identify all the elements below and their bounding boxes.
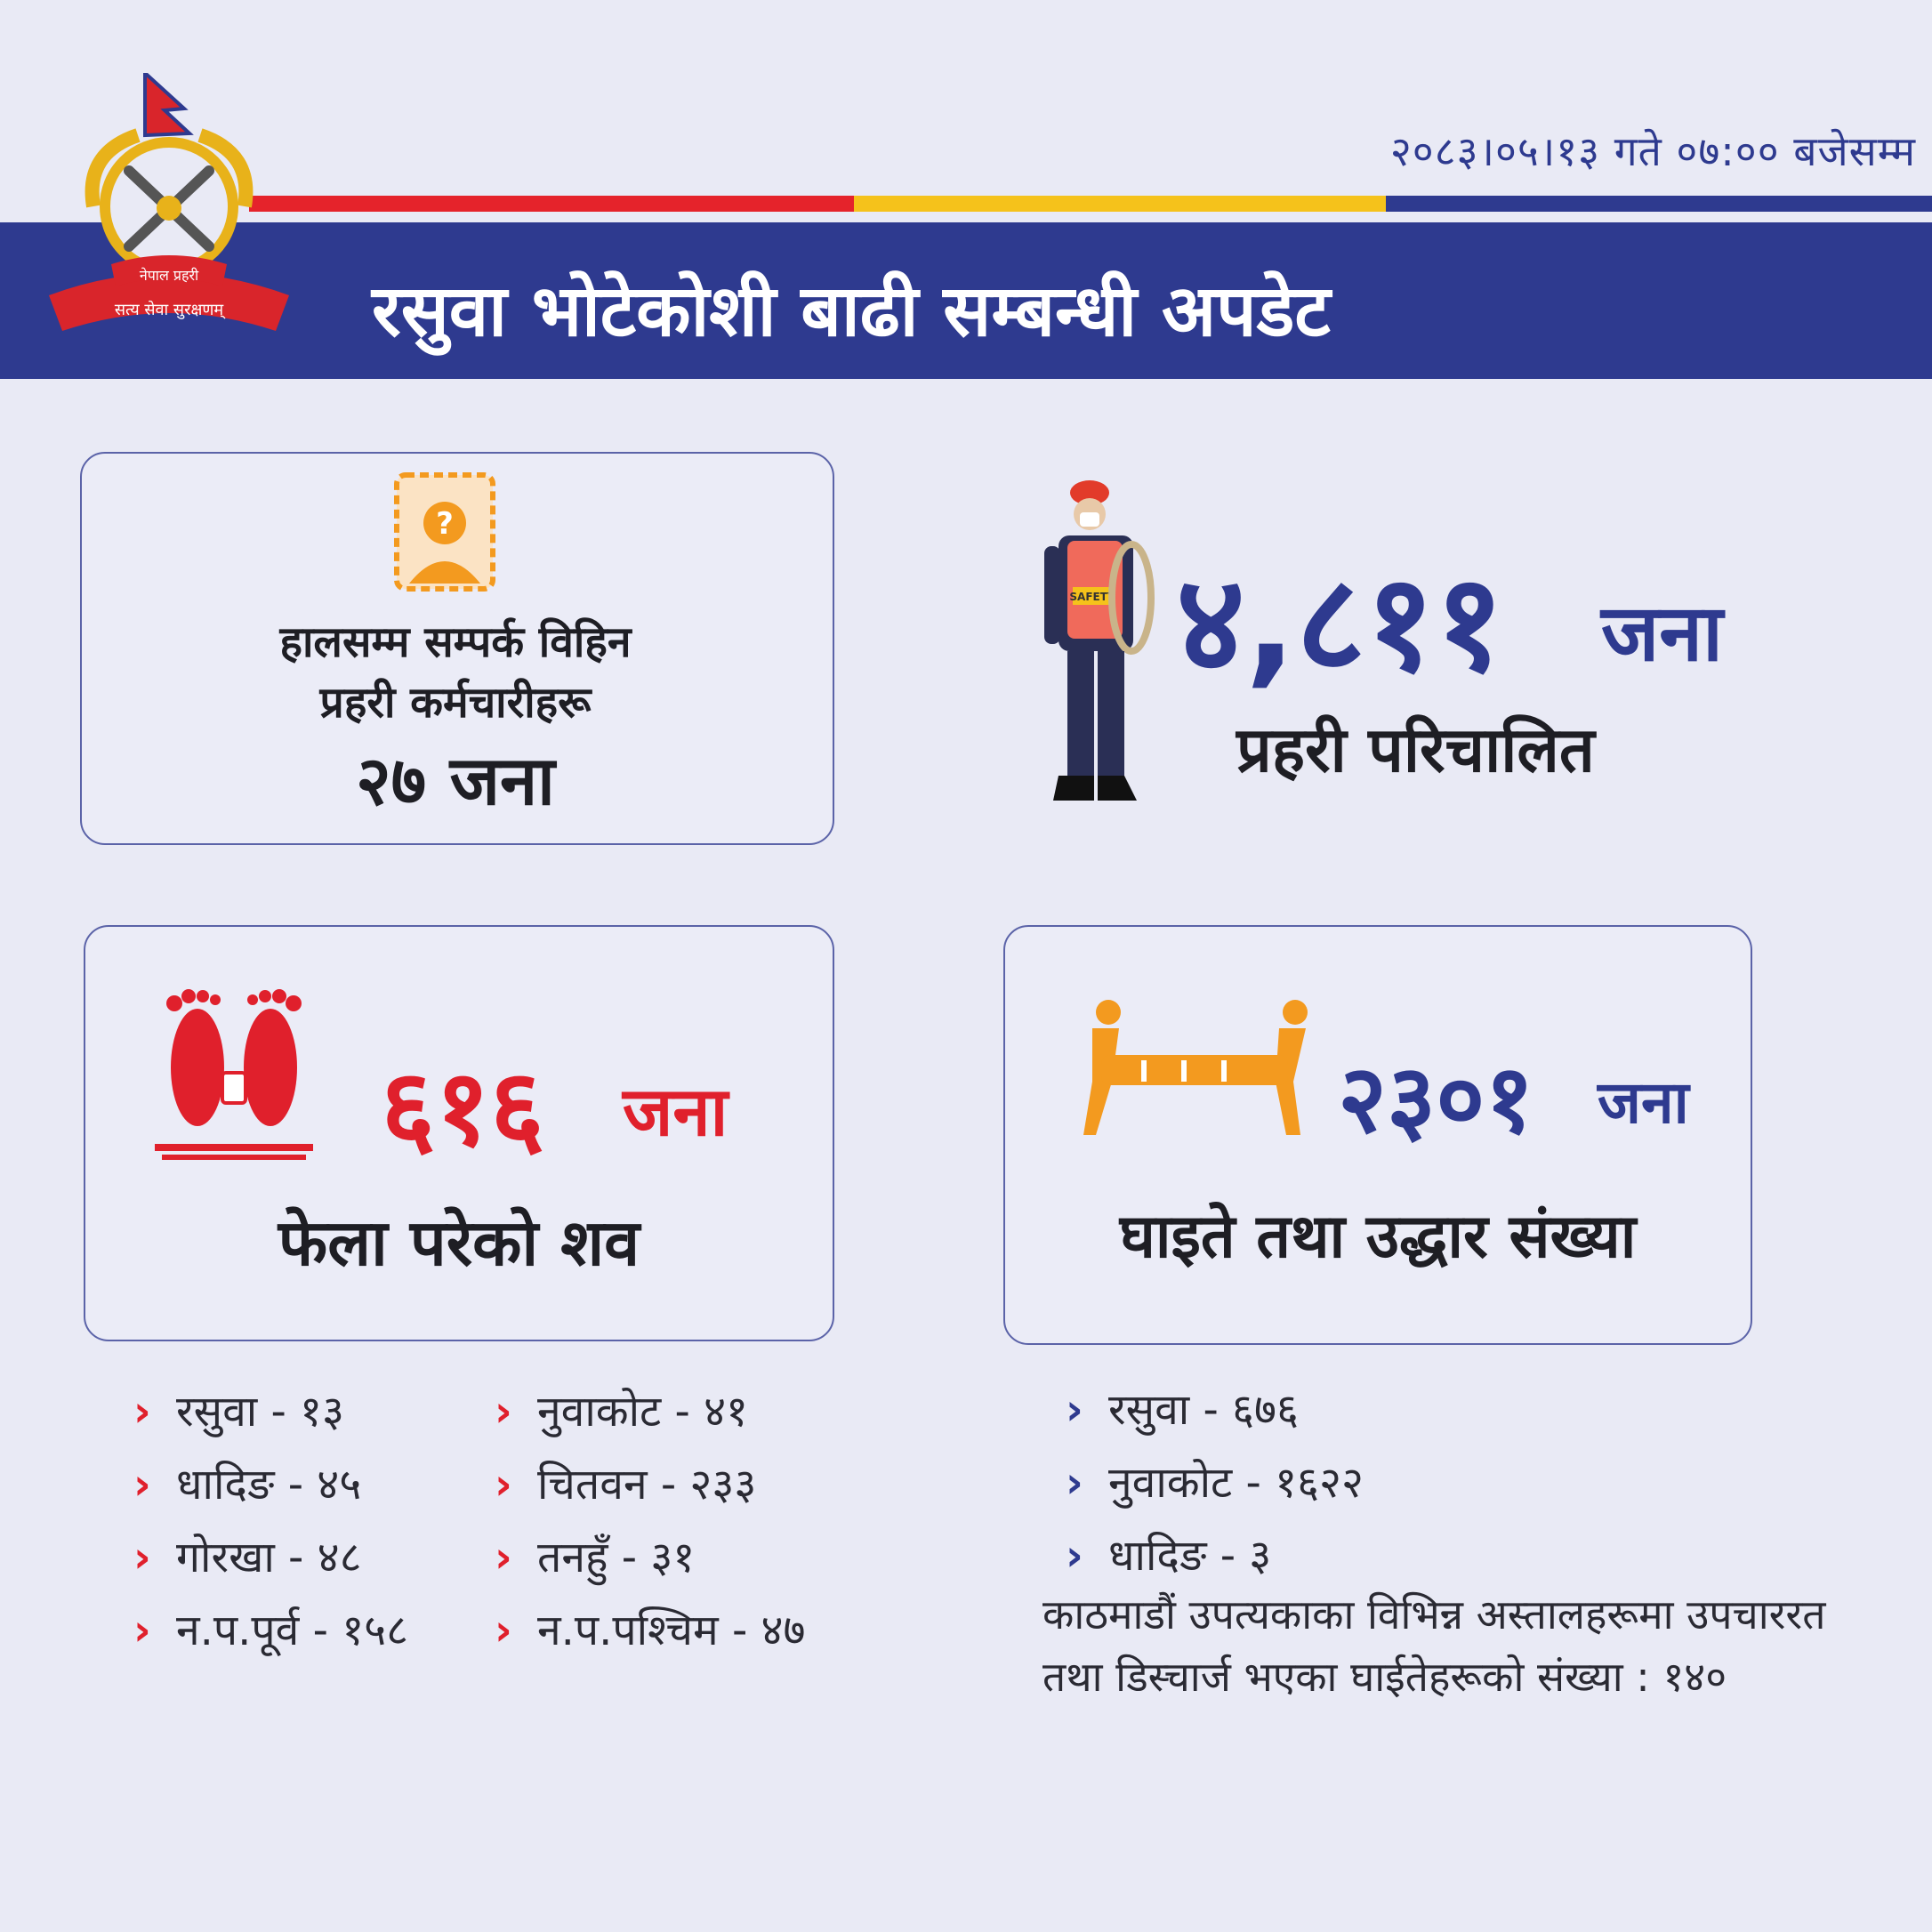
rescue-label: घाइते तथा उद्धार संख्या: [1119, 1202, 1637, 1272]
bodies-label: फेला परेको शव: [278, 1205, 640, 1280]
list-item: › नुवाकोट - ४१: [495, 1387, 749, 1437]
bodies-list-left: [133, 1375, 408, 1667]
list-item: › तनहुँ - ३१: [495, 1533, 696, 1582]
mobilized-count: ४,८११: [1176, 546, 1504, 701]
missing-label-line1: हालसम्म सम्पर्क विहिन: [279, 617, 632, 667]
rescue-count: २३०१: [1338, 1044, 1534, 1154]
list-item: › गोरखा - ४८: [133, 1533, 362, 1582]
missing-label-line2: प्रहरी कर्मचारीहरू: [319, 678, 592, 728]
logo-text-top: नेपाल प्रहरी: [139, 267, 199, 284]
rescue-list: [1066, 1373, 1364, 1592]
list-item: › रसुवा - ६७६: [1066, 1385, 1299, 1435]
list-item: › रसुवा - १३: [133, 1387, 344, 1437]
rescue-police-figure: [1032, 473, 1174, 811]
mobilized-unit: जना: [1601, 587, 1723, 679]
report-date: २०८३।०५।१३ गते ०७:०० बजेसम्म: [1389, 127, 1916, 175]
bodies-unit: जना: [623, 1072, 729, 1151]
svg-text:?: ?: [436, 506, 454, 542]
feet-tag-icon: [155, 987, 313, 1162]
list-item: › चितवन - २३३: [495, 1460, 757, 1509]
nepal-police-logo: [31, 73, 307, 349]
stripe-yellow: [854, 196, 1386, 212]
stretcher-icon: [1057, 993, 1324, 1144]
vest-text: SAFETY: [1069, 591, 1115, 603]
rescue-unit: जना: [1598, 1068, 1689, 1137]
mobilized-label: प्रहरी परिचालित: [1236, 713, 1595, 786]
logo-text-bottom: सत्य सेवा सुरक्षणम्: [114, 301, 224, 319]
list-item: › नुवाकोट - १६२२: [1066, 1458, 1364, 1508]
list-item: › धादिङ - ३: [1066, 1531, 1272, 1581]
bodies-count: ६१६: [381, 1046, 545, 1169]
list-item: › न.प.पूर्व - १५८: [133, 1606, 409, 1655]
bodies-list-right: [495, 1375, 805, 1667]
list-item: › न.प.पश्चिम - ४७: [495, 1606, 806, 1655]
missing-count: २७ जना: [356, 741, 555, 820]
stripe-red: [249, 196, 854, 212]
list-item: › धादिङ - ४५: [133, 1460, 362, 1509]
hospital-note: काठमाडौं उपत्यकाका विभिन्न अस्तालहरूमा उपचाररत तथा डिस्चार्ज भएका घाईतेहरूको संख्या : १४०: [1042, 1590, 1826, 1701]
page-title: रसुवा भोटेकोशी बाढी सम्बन्धी अपडेट: [372, 270, 1331, 352]
missing-person-icon: [391, 470, 498, 594]
stripe-blue: [1386, 196, 1932, 212]
